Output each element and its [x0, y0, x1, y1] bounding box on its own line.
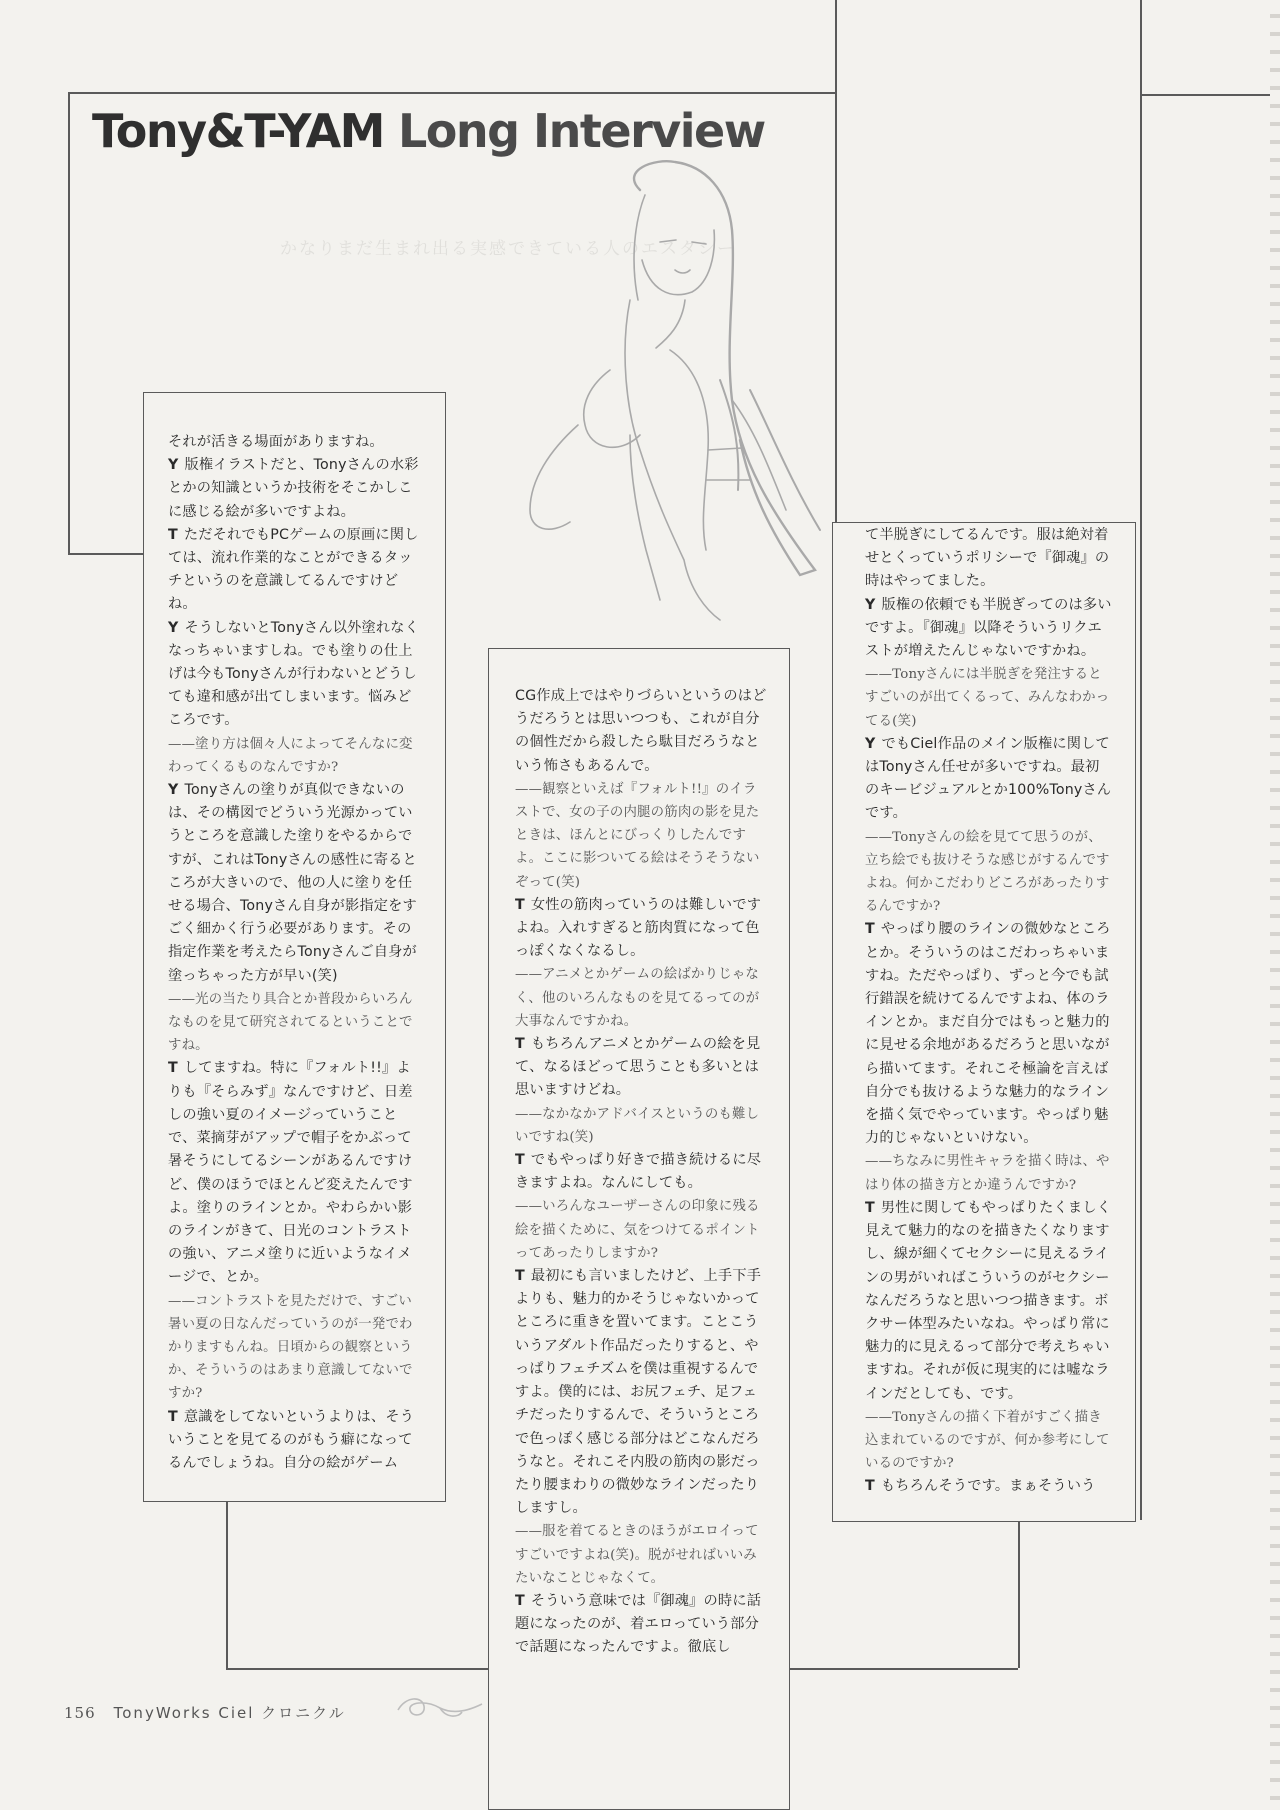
paragraph: て半脱ぎにしてるんです。服は絶対着せとくっていうポリシーで『御魂』の時はやってました。 [865, 527, 1110, 590]
speaker-label: Y [168, 782, 179, 799]
paragraph: T 男性に関してもやっぱりたくましく見えて魅力的なのを描きたくなりますし、線が細くてセクシーに見えるラインの男がいればこういうのがセクシーなんだろうなと思いつつ描きます。ボクサー体型みたいなね。やっぱり常に魅力的に見えるって部分で考えちゃいますね。それが仮に現実的には嘘なラインだとしても、です。 [865, 1199, 1112, 1402]
paragraph: T 女性の筋肉っていうのは難しいですよね。入れすぎると筋肉質になって色っぽくなくなるし。 [515, 896, 762, 960]
paragraph: Y Tonyさんの塗りが真似できないのは、その構図でどういう光源かっていうところを意識した塗りをやるからですが、これはTonyさんの感性に寄るところが大きいので、他の人に塗りを任せる場合、Tonyさん自身が影指定をすごく細かく行う必要があります。その指定作業を考えたらTonyさんご自身が塗っちゃった方が早い(笑) [168, 782, 417, 984]
interviewer-question: ——なかなかアドバイスというのも難しいですね(笑) [515, 1106, 760, 1145]
speaker-label: T [865, 1478, 875, 1495]
flourish-ornament [396, 1692, 486, 1722]
speaker-label: T [515, 1036, 525, 1053]
interviewer-question: ——観察といえば『フォルト!!』のイラストで、女の子の内腿の筋肉の影を見たときは、ほんとにびっくりしたんですよ。ここに影ついてる絵はそうそうないぞって(笑) [515, 781, 760, 890]
frame-rule-mid-bottom-left [226, 1500, 228, 1668]
girl-illustration [470, 150, 840, 650]
interviewer-question: ——塗り方は個々人によってそんなに変わってくるものなんですか? [168, 736, 413, 775]
speaker-label: T [515, 896, 525, 913]
interviewer-question: ——コントラストを見ただけで、すごい暑い夏の日なんだっていうのが一発でわかりますもんね。日頃からの観察というか、そういうのはあまり意識してないですか? [168, 1293, 413, 1402]
paragraph: それが活きる場面がありますね。 [168, 434, 384, 450]
paragraph: CG作成上ではやりづらいというのはどうだろうとは思いつつも、これが自分の個性だから殺したら駄目だろうなという怖さもあるんで。 [515, 688, 767, 774]
speaker-label: T [168, 526, 178, 543]
paragraph: T もちろんアニメとかゲームの絵を見て、なるほどって思うことも多いとは思いますけどね。 [515, 1036, 761, 1099]
interviewer-question: ——アニメとかゲームの絵ばかりじゃなく、他のいろんなものを見てるってのが大事なんですかね。 [515, 967, 760, 1029]
interviewer-question: ——いろんなユーザーさんの印象に残る絵を描くために、気をつけてるポイントってあったりしますか? [515, 1199, 760, 1261]
paragraph: Y 版権イラストだと、Tonyさんの水彩とかの知識というか技術をそこかしこに感じる絵が多いですよね。 [168, 457, 419, 520]
page-edge [1270, 0, 1280, 1810]
page-footer [64, 1702, 346, 1723]
page-number: 156 [64, 1704, 96, 1722]
frame-rule-right-bottom-v [1018, 1520, 1020, 1668]
interviewer-question: ——Tonyさんには半脱ぎを発注するとすごいのが出てくるって、みんなわかってる(笑) [865, 667, 1110, 729]
interviewer-question: ——ちなみに男性キャラを描く時は、やはり体の描き方とか違うんですか? [865, 1154, 1110, 1193]
frame-rule-mid-bottom [226, 1668, 488, 1670]
title-names: Tony&T-YAM [92, 104, 384, 158]
speaker-label: T [515, 1152, 525, 1169]
speaker-label: Y [865, 596, 876, 613]
paragraph: T 最初にも言いましたけど、上手下手よりも、魅力的かそうじゃないかってところに重きを置いてます。ことこういうアダルト作品だったりすると、やっぱりフェチズムを僕は重視するんですよ。僕的には、お尻フェチ、足フェチだったりするんで、そういうところで色っぽく感じる部分はどこなんだろうなと。それこそ内股の筋肉の影だったり腰まわりの微妙なラインだったりしますし。 [515, 1268, 762, 1517]
interviewer-question: ——服を着てるときのほうがエロイってすごいですよね(笑)。脱がせればいいみたいなことじゃなくて。 [515, 1524, 759, 1586]
interviewer-question: ——光の当たり具合とか普段からいろんなものを見て研究されてるということですね。 [168, 991, 413, 1054]
frame-rule-header-right [835, 0, 837, 92]
paragraph: T でもやっぱり好きで描き続けるに尽きますよね。なんにしても。 [515, 1152, 762, 1192]
frame-rule-left [68, 92, 70, 554]
paragraph: T もちろんそうです。まぁそういう [865, 1478, 1096, 1495]
speaker-label: T [865, 1199, 875, 1216]
speaker-label: T [168, 1408, 178, 1425]
paragraph: T ただそれでもPCゲームの原画に関しては、流れ作業的なことができるタッチというのを意識してるんですけどね。 [168, 526, 419, 613]
frame-rule-far-right [1140, 0, 1142, 1520]
interview-column-3 [832, 522, 1136, 1522]
speaker-label: Y [168, 619, 179, 636]
interview-column-2 [488, 648, 790, 1810]
paragraph: T 意識をしてないというよりは、そういうことを見てるのがもう癖になってるんでしょうね。自分の絵がゲーム [168, 1408, 415, 1471]
frame-rule-left-bottom [68, 553, 144, 555]
speaker-label: T [865, 921, 875, 938]
interview-column-1 [143, 392, 446, 1502]
frame-rule-right-bottom [790, 1668, 1018, 1670]
paragraph: T そういう意味では『御魂』の時に話題になったのが、着エロっていう部分で話題になったんですよ。徹底し [515, 1592, 762, 1656]
speaker-label: T [515, 1268, 525, 1285]
frame-rule-top [68, 92, 836, 94]
speaker-label: T [515, 1592, 525, 1609]
paragraph: T やっぱり腰のラインの微妙なところとか。そういうのはこだわっちゃいますね。ただやっぱり、ずっと今でも試行錯誤を続けてるんですよね、体のラインとか。まだ自分ではもっと魅力的に見せる余地があるだろうと思いながら描いてます。それこそ極論を言えば自分でも抜けるような魅力的なラインを描く気でやっています。やっぱり魅力的じゃないといけない。 [865, 921, 1111, 1147]
paragraph: Y 版権の依頼でも半脱ぎってのは多いですよ。『御魂』以降そういうリクエストが増えたんじゃないですかね。 [865, 596, 1112, 660]
speaker-label: T [168, 1060, 178, 1077]
frame-rule-far-right-top [1140, 94, 1270, 96]
title-long-interview: Long Interview [397, 104, 765, 158]
subtitle-ghost: かなりまだ生まれ出る実感できている人のエスタシー [280, 239, 736, 259]
paragraph: Y そうしないとTonyさん以外塗れなくなっちゃいますしね。でも塗りの仕上げは今もTonyさんが行わないとどうしても違和感が出てしまいます。悩みどころです。 [168, 619, 420, 729]
paragraph: T してますね。特に『フォルト!!』よりも『そらみず』なんですけど、日差しの強い夏のイメージっていうことで、菜摘芽がアップで帽子をかぶって暑そうにしてるシーンがあるんですけど、僕のほうでほとんど変えたんですよ。塗りのラインとか。やわらかい影のラインがきて、日光のコントラストの強い、アニメ塗りに近いようなイメージで、とか。 [168, 1060, 413, 1286]
paragraph: Y でもCiel作品のメイン版権に関してはTonyさん任せが多いですね。最初のキービジュアルとか100%Tonyさんです。 [865, 735, 1112, 822]
speaker-label: Y [168, 457, 179, 474]
interviewer-question: ——Tonyさんの描く下着がすごく描き込まれているのですが、何か参考にしているのですか? [865, 1409, 1110, 1472]
series-title: TonyWorks Ciel クロニクル [113, 1704, 346, 1722]
speaker-label: Y [865, 735, 876, 752]
interviewer-question: ——Tonyさんの絵を見てて思うのが、立ち絵でも抜けそうな感じがするんですよね。何かこだわりどころがあったりするんですか? [865, 829, 1110, 915]
